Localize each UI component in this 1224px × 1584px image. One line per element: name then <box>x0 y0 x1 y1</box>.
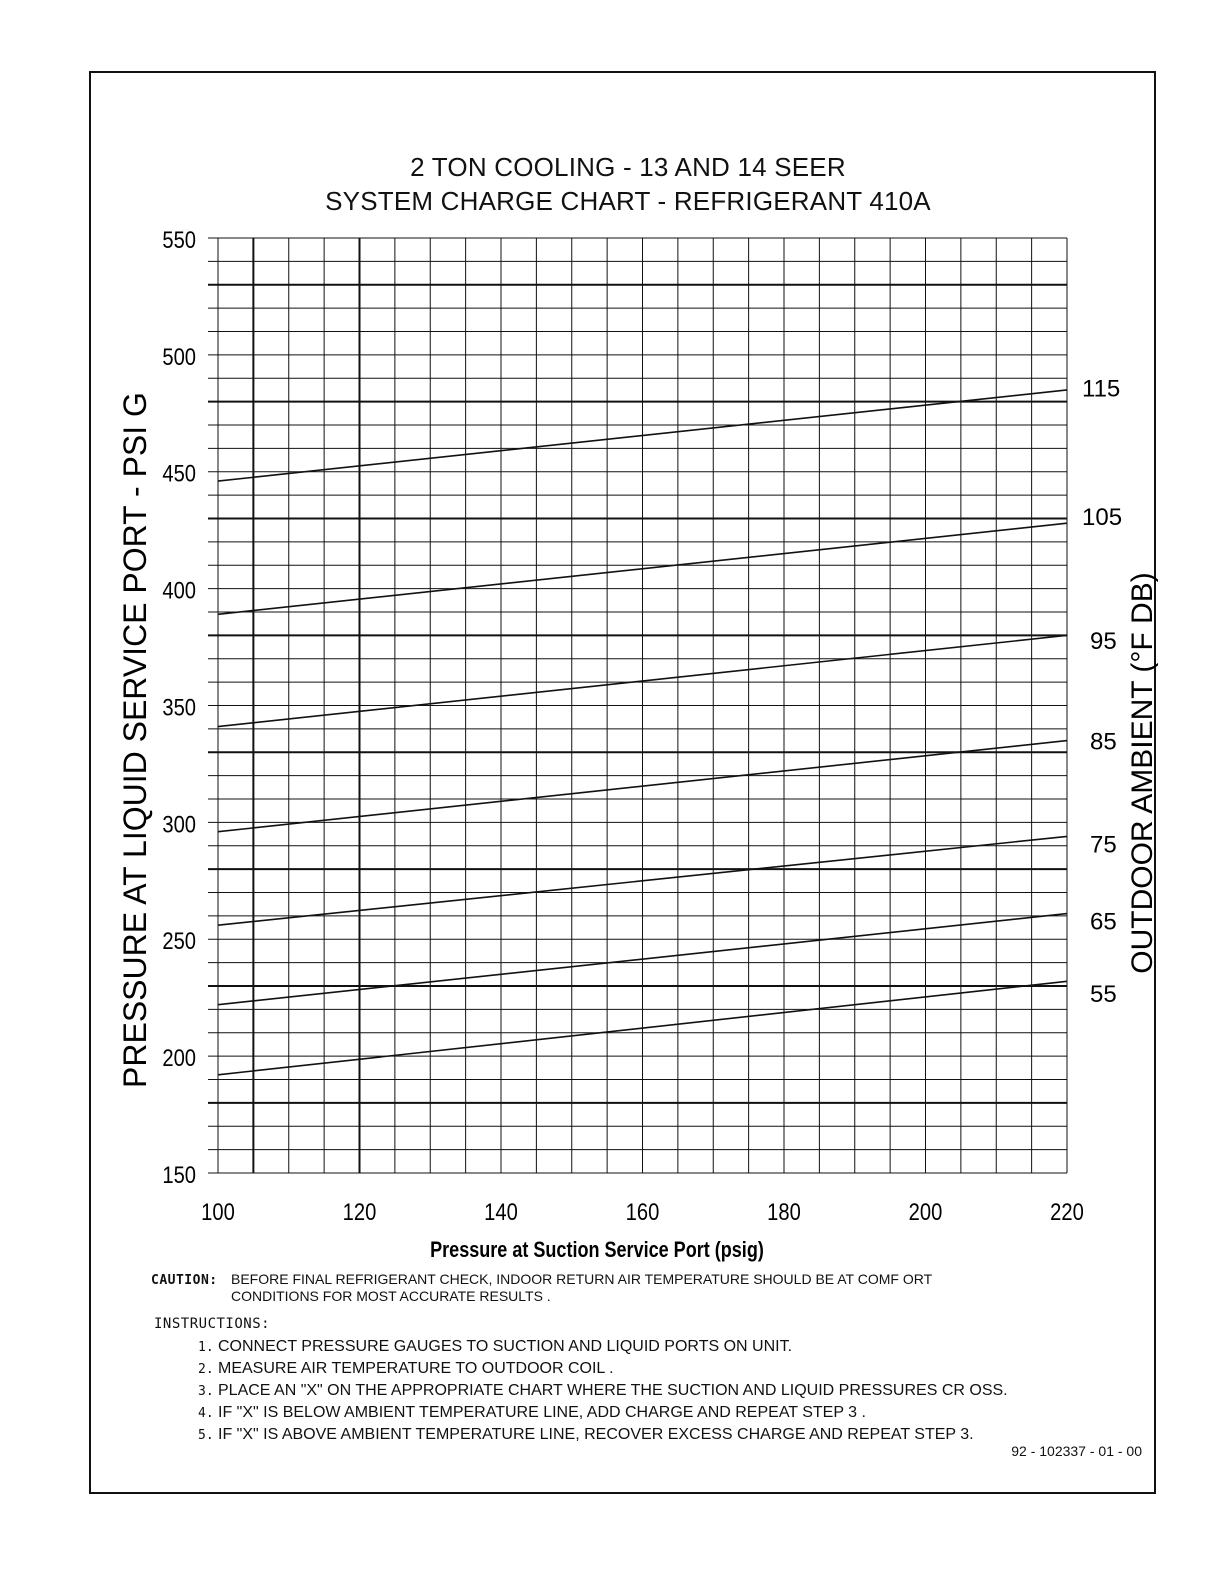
right-axis-label: OUTDOOR AMBIENT (°F DB) <box>1126 572 1159 974</box>
ambient-label: 85 <box>1090 728 1117 756</box>
x-tick-label: 160 <box>625 1198 660 1226</box>
x-tick-label: 180 <box>767 1198 801 1226</box>
grid <box>208 238 1067 1173</box>
caution-line-1: BEFORE FINAL REFRIGERANT CHECK, INDOOR RETURN AIR TEMPERATURE SHOULD BE AT COMF ORT <box>231 1271 933 1287</box>
x-tick-label: 100 <box>201 1198 235 1226</box>
y-tick-label: 550 <box>162 226 196 254</box>
instruction-step: 4. IF "X" IS BELOW AMBIENT TEMPERATURE LINE, ADD CHARGE AND REPEAT STEP 3 . <box>198 1404 866 1421</box>
caution-note <box>151 1271 933 1304</box>
chart-subtitle: SYSTEM CHARGE CHART - REFRIGERANT 410A <box>325 186 931 216</box>
ambient-label: 105 <box>1082 504 1123 532</box>
instruction-step: 2. MEASURE AIR TEMPERATURE TO OUTDOOR COIL . <box>198 1360 614 1377</box>
ambient-label: 115 <box>1082 375 1121 403</box>
document-number: 92 - 102337 - 01 - 00 <box>1011 1443 1142 1459</box>
y-tick-label: 200 <box>162 1044 196 1072</box>
x-tick-label: 220 <box>1050 1198 1084 1226</box>
instructions-heading: INSTRUCTIONS: <box>154 1316 271 1332</box>
caution-label: CAUTION: <box>151 1273 218 1288</box>
chart-title: 2 TON COOLING - 13 AND 14 SEER <box>410 152 846 182</box>
instruction-step: 3. PLACE AN "X" ON THE APPROPRIATE CHART WHERE THE SUCTION AND LIQUID PRESSURES CR OSS. <box>198 1382 1008 1399</box>
y-axis-label: PRESSURE AT LIQUID SERVICE PORT - PSI G <box>117 392 153 1088</box>
instructions-list <box>198 1336 1008 1446</box>
y-tick-label: 450 <box>162 460 196 488</box>
ambient-label: 75 <box>1090 831 1117 859</box>
ambient-labels <box>1082 376 1122 1008</box>
y-tick-label: 500 <box>162 343 196 371</box>
y-tick-label: 150 <box>162 1161 196 1189</box>
ambient-label: 55 <box>1090 981 1117 1009</box>
y-tick-label: 300 <box>162 810 196 838</box>
x-tick-label: 140 <box>484 1198 518 1226</box>
y-tick-label: 250 <box>162 927 196 955</box>
ambient-label: 65 <box>1090 908 1117 936</box>
y-tick-labels <box>162 226 196 1188</box>
x-tick-label: 200 <box>908 1198 943 1226</box>
caution-line-2: CONDITIONS FOR MOST ACCURATE RESULTS . <box>231 1288 551 1304</box>
y-tick-label: 400 <box>162 576 196 605</box>
x-tick-labels <box>201 1198 1084 1225</box>
ambient-label: 95 <box>1090 628 1117 656</box>
instruction-step: 5. IF "X" IS ABOVE AMBIENT TEMPERATURE LINE, RECOVER EXCESS CHARGE AND REPEAT STEP 3. <box>198 1426 974 1443</box>
y-tick-label: 350 <box>162 693 196 721</box>
instruction-step: 1. CONNECT PRESSURE GAUGES TO SUCTION AND LIQUID PORTS ON UNIT. <box>198 1338 793 1355</box>
x-axis-label: Pressure at Suction Service Port (psig) <box>430 1238 764 1263</box>
x-tick-label: 120 <box>342 1198 377 1226</box>
